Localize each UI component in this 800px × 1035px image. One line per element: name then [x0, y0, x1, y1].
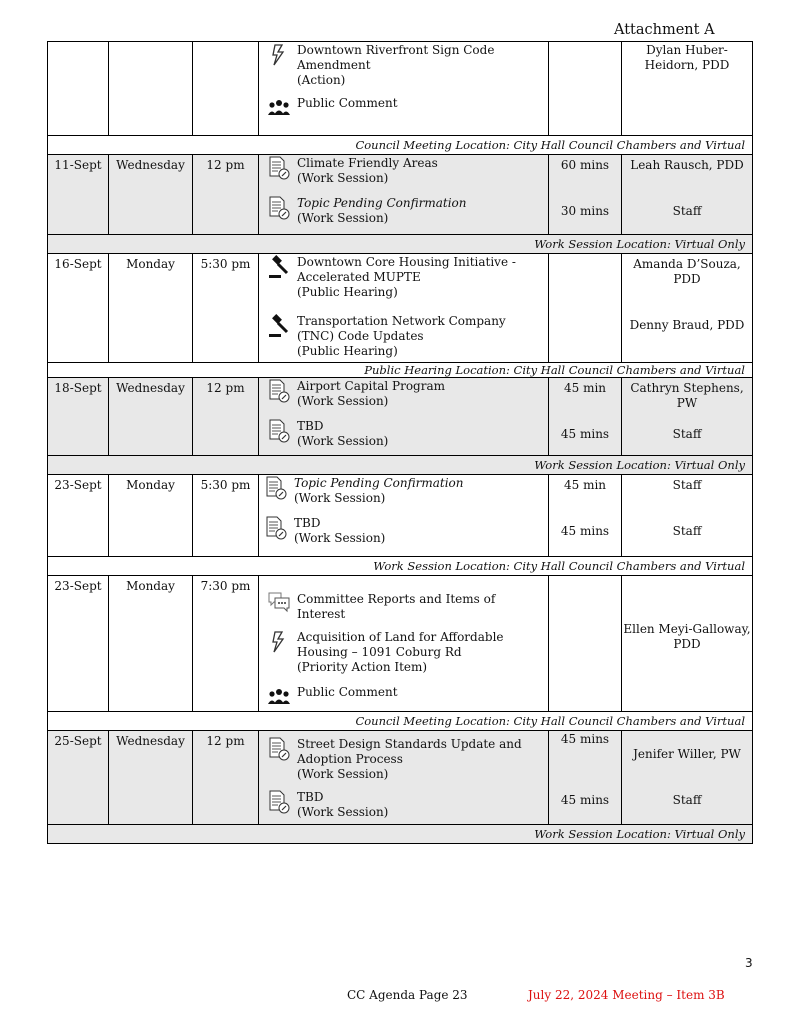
attachment-label: Attachment A — [614, 22, 715, 38]
item-type: (Public Hearing) — [297, 344, 398, 358]
public-comment-icon — [267, 96, 291, 120]
item-title: Downtown Riverfront Sign Code Amendment — [297, 43, 495, 72]
item-type: (Work Session) — [297, 211, 389, 225]
presenter: Leah Rausch, PDD — [630, 158, 744, 172]
presenter: Dylan Huber-Heidorn, PDD — [622, 42, 753, 136]
action-bolt-icon — [267, 630, 291, 654]
duration: 45 mins — [560, 793, 610, 807]
presenter: Ellen Meyi-Galloway, PDD — [623, 622, 751, 651]
meeting-location: Work Session Location: City Hall Council Chambers and Virtual — [48, 557, 753, 576]
item-type: (Action) — [297, 73, 346, 87]
item-title: TBD — [294, 516, 321, 530]
document-icon — [267, 737, 291, 761]
document-icon — [267, 790, 291, 814]
meeting-location: Work Session Location: Virtual Only — [48, 456, 753, 475]
item-title: Public Comment — [297, 96, 398, 110]
page-number: 3 — [745, 956, 753, 970]
item-title: TBD — [297, 419, 324, 433]
meeting-location: Public Hearing Location: City Hall Council Chambers and Virtual — [48, 363, 753, 378]
item-type: (Priority Action Item) — [297, 660, 428, 674]
item-title: Acquisition of Land for Affordable Housing – 1091 Coburg Rd — [297, 630, 504, 659]
presenter: Denny Braud, PDD — [629, 318, 745, 332]
document-icon — [267, 379, 291, 403]
presenter: Staff — [672, 524, 702, 538]
date: 16-Sept — [48, 254, 109, 363]
item-type: (Work Session) — [294, 531, 386, 545]
item-title: Downtown Core Housing Initiative - Accelerated MUPTE — [297, 255, 516, 284]
document-icon — [267, 419, 291, 443]
item-type: (Public Hearing) — [297, 285, 398, 299]
schedule-table — [47, 41, 753, 844]
item-title: TBD — [297, 790, 324, 804]
item-title: Topic Pending Confirmation — [297, 196, 467, 210]
action-bolt-icon — [267, 43, 291, 67]
footer-meeting-item: July 22, 2024 Meeting – Item 3B — [528, 988, 725, 1002]
item-type: (Work Session) — [297, 394, 389, 408]
item-title: Street Design Standards Update and Adoption Process — [297, 737, 522, 766]
meeting-location: Work Session Location: Virtual Only — [48, 235, 753, 254]
footer-agenda-page: CC Agenda Page 23 — [347, 988, 468, 1002]
date: 23-Sept — [48, 576, 109, 712]
time: 5:30 pm — [193, 475, 259, 557]
date: 11-Sept — [48, 155, 109, 235]
item-type: (Work Session) — [297, 434, 389, 448]
document-icon — [264, 476, 288, 500]
document-icon — [267, 156, 291, 180]
duration: 45 mins — [560, 732, 610, 746]
document-icon — [267, 196, 291, 220]
location-row — [48, 825, 753, 844]
duration: 45 min — [563, 381, 607, 395]
duration: 45 mins — [560, 427, 610, 441]
day: Monday — [109, 576, 193, 712]
presenter: Amanda D’Souza, PDD — [633, 257, 741, 286]
item-title: Public Comment — [297, 685, 398, 699]
presenter: Cathryn Stephens, PW — [630, 381, 744, 410]
presenter: Staff — [672, 427, 702, 441]
item-title: Topic Pending Confirmation — [294, 476, 464, 490]
item-title: Committee Reports and Items of Interest — [297, 592, 496, 621]
gavel-icon — [267, 314, 291, 338]
item-title: Airport Capital Program — [297, 379, 445, 393]
location-row — [48, 363, 753, 378]
document-icon — [264, 516, 288, 540]
location-row — [48, 136, 753, 155]
presenter: Jenifer Willer, PW — [633, 747, 741, 761]
day: Monday — [109, 475, 193, 557]
public-comment-icon — [267, 685, 291, 709]
location-row — [48, 456, 753, 475]
duration: 45 mins — [560, 524, 610, 538]
item-title: Transportation Network Company (TNC) Code Updates — [297, 314, 506, 343]
date: 25-Sept — [48, 731, 109, 825]
table-row — [48, 576, 753, 712]
day: Wednesday — [109, 155, 193, 235]
date: 18-Sept — [48, 378, 109, 456]
meeting-location: Council Meeting Location: City Hall Council Chambers and Virtual — [48, 136, 753, 155]
table-row — [48, 731, 753, 825]
table-row — [48, 378, 753, 456]
meeting-location: Work Session Location: Virtual Only — [48, 825, 753, 844]
location-row — [48, 235, 753, 254]
duration: 30 mins — [560, 204, 610, 218]
time: 12 pm — [193, 155, 259, 235]
date: 23-Sept — [48, 475, 109, 557]
location-row — [48, 557, 753, 576]
speech-bubble-icon — [267, 590, 291, 614]
time: 5:30 pm — [193, 254, 259, 363]
day: Wednesday — [109, 731, 193, 825]
presenter: Staff — [672, 478, 702, 492]
table-row — [48, 42, 753, 136]
meeting-location: Council Meeting Location: City Hall Council Chambers and Virtual — [48, 712, 753, 731]
presenter: Staff — [672, 204, 702, 218]
item-type: (Work Session) — [297, 805, 389, 819]
gavel-icon — [267, 255, 291, 279]
item-type: (Work Session) — [297, 171, 389, 185]
day: Wednesday — [109, 378, 193, 456]
presenter: Staff — [672, 793, 702, 807]
location-row — [48, 712, 753, 731]
time: 12 pm — [193, 378, 259, 456]
table-row — [48, 475, 753, 557]
day: Monday — [109, 254, 193, 363]
item-title: Climate Friendly Areas — [297, 156, 438, 170]
item-type: (Work Session) — [297, 767, 389, 781]
table-row — [48, 155, 753, 235]
table-row — [48, 254, 753, 363]
item-type: (Work Session) — [294, 491, 386, 505]
time: 12 pm — [193, 731, 259, 825]
duration: 45 min — [563, 478, 607, 492]
duration: 60 mins — [560, 158, 610, 172]
time: 7:30 pm — [193, 576, 259, 712]
